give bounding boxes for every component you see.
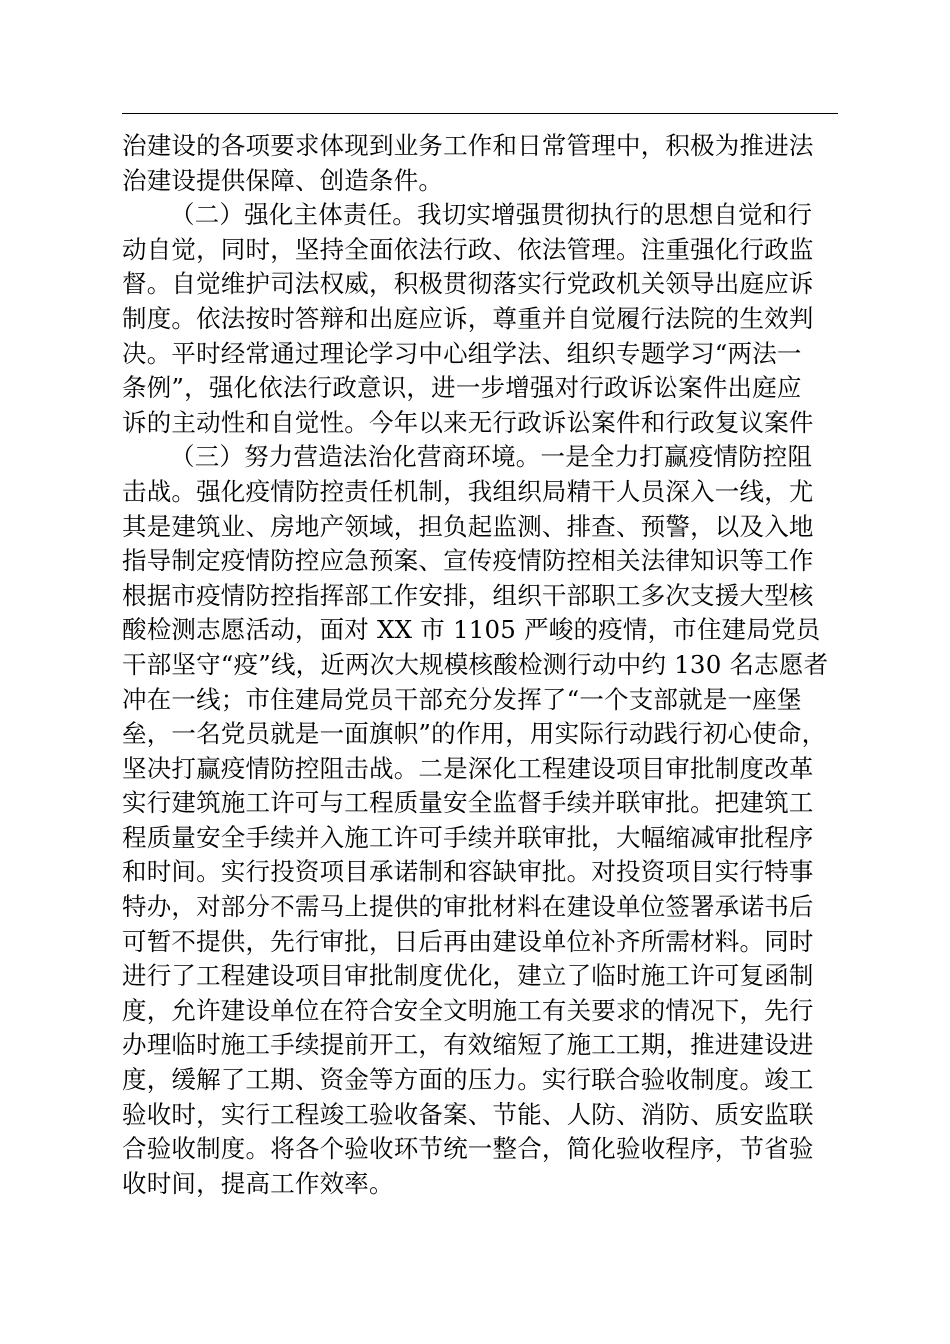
text-line: 指导制定疫情防控应急预案、宣传疫情防控相关法律知识等工作 bbox=[122, 546, 814, 576]
text-line: 制度。依法按时答辩和出庭应诉，尊重并自觉履行法院的生效判 bbox=[122, 303, 814, 333]
text-line: 冲在一线；市住建局党员干部充分发挥了“一个支部就是一座堡 bbox=[122, 684, 802, 714]
text-line: 击战。强化疫情防控责任机制，我组织局精干人员深入一线，尤 bbox=[122, 476, 814, 506]
text-line: 治建设的各项要求体现到业务工作和日常管理中，积极为推进法 bbox=[122, 131, 814, 160]
text-line: 干部坚守“疫”线，近两次大规模核酸检测行动中约 130 名志愿者 bbox=[122, 649, 829, 679]
text-line: 诉的主动性和自觉性。今年以来无行政诉讼案件和行政复议案件 bbox=[122, 407, 814, 437]
text-line: 其是建筑业、房地产领域，担负起监测、排查、预警，以及入地 bbox=[122, 511, 814, 541]
text-line: 督。自觉维护司法权威，积极贯彻落实行党政机关领导出庭应诉 bbox=[122, 269, 814, 299]
text-line: 酸检测志愿活动，面对 XX 市 1105 严峻的疫情，市住建局党员 bbox=[122, 615, 821, 645]
text-line: 办理临时施工手续提前开工，有效缩短了施工工期，推进建设进 bbox=[122, 1030, 814, 1060]
text-line: 度，允许建设单位在符合安全文明施工有关要求的情况下，先行 bbox=[122, 995, 814, 1025]
text-line: 根据市疫情防控指挥部工作安排，组织干部职工多次支援大型核 bbox=[122, 580, 814, 610]
text-line: （二）强化主体责任。我切实增强贯彻执行的思想自觉和行 bbox=[170, 200, 813, 230]
text-line: 坚决打赢疫情防控阻击战。二是深化工程建设项目审批制度改革 bbox=[122, 753, 814, 783]
text-line: 垒，一名党员就是一面旗帜”的作用，用实际行动践行初心使命， bbox=[122, 719, 827, 749]
text-line: 条例”，强化依法行政意识，进一步增强对行政诉讼案件出庭应 bbox=[122, 373, 802, 403]
text-line: 治建设提供保障、创造条件。 bbox=[122, 165, 444, 195]
text-line: 动自觉，同时，坚持全面依法行政、依法管理。注重强化行政监 bbox=[122, 234, 814, 264]
text-line: 和时间。实行投资项目承诺制和容缺审批。对投资项目实行特事 bbox=[122, 857, 814, 887]
text-line: 验收时，实行工程竣工验收备案、节能、人防、消防、质安监联 bbox=[122, 1099, 814, 1129]
text-line: （三）努力营造法治化营商环境。一是全力打赢疫情防控阻 bbox=[170, 442, 813, 472]
text-line: 实行建筑施工许可与工程质量安全监督手续并联审批。把建筑工 bbox=[122, 788, 814, 818]
document-body bbox=[122, 129, 862, 1201]
text-line: 决。平时经常通过理论学习中心组学法、组织专题学习“两法一 bbox=[122, 338, 802, 368]
text-line: 进行了工程建设项目审批制度优化，建立了临时施工许可复函制 bbox=[122, 961, 814, 991]
text-line: 可暂不提供，先行审批，日后再由建设单位补齐所需材料。同时 bbox=[122, 926, 814, 956]
text-line: 特办，对部分不需马上提供的审批材料在建设单位签署承诺书后 bbox=[122, 892, 814, 922]
text-line: 收时间，提高工作效率。 bbox=[122, 1168, 394, 1198]
text-line: 度，缓解了工期、资金等方面的压力。实行联合验收制度。竣工 bbox=[122, 1065, 814, 1095]
text-line: 合验收制度。将各个验收环节统一整合，简化验收程序，节省验 bbox=[122, 1134, 814, 1164]
header-rule bbox=[122, 113, 838, 114]
text-line: 程质量安全手续并入施工许可手续并联审批，大幅缩减审批程序 bbox=[122, 822, 814, 852]
